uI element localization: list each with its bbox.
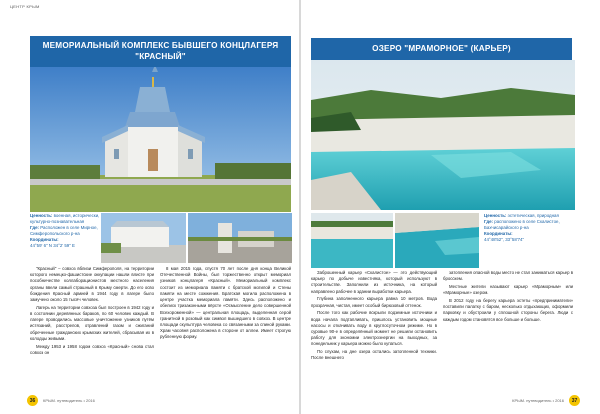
paragraph: Местные жители называют карьер «Мраморным» или «Мраморные» озером. xyxy=(443,283,573,296)
coords-label: Координаты: xyxy=(30,236,59,242)
coords-text: 44°59' 6" N 34°2' 59" E xyxy=(30,242,75,248)
article-title-lake: ОЗЕРО "МРАМОРНОЕ" (КАРЬЕР) xyxy=(311,38,572,60)
value-label: Ценность: xyxy=(484,213,507,218)
memorial-text-column-1 xyxy=(30,266,154,358)
memorial-chapel-photo xyxy=(30,67,291,212)
paragraph: Глубина заполненного карьера равна 10 метров. Вода прозрачная, чистая, имеет особый бирюзовый оттенок. xyxy=(311,296,437,308)
memorial-info-box xyxy=(30,213,100,249)
location-label: Где: xyxy=(30,224,40,230)
footer-text: КРЫМ. путеводитель • 2016 xyxy=(512,398,564,403)
marble-lake-photo xyxy=(311,60,575,210)
page-footer-left xyxy=(27,395,95,406)
paragraph: Заброшенный карьер «Скалистое» — это действующий карьер по добыче известняка, который используют в строительстве. Заполнили из источника, на который направлено рабочее в здании выработки карьера. xyxy=(311,270,437,294)
paragraph: После того как рабочие вскрыли подземные источники и вода начала подтапливать, пришлось установить мощные насосы и откачивать воду в круглосуточном режиме. Но в суровые 90-е в определённый момент не решили остановить работу для экономии электроэнергии на выходных, за понедельник у карьера можно было купаться. xyxy=(311,310,437,347)
page-number: 36 xyxy=(27,395,38,406)
memorial-thumbnail-1 xyxy=(101,213,186,263)
paragraph: "Красный" – совхоз вблизи Симферополя, на территории которого немецко-фашистские оккупации нашли влисте при пособничестве коллаборационистов местного населения органы ввели самый страшный в Крыму смерти. До его осво бождения Красный армией в 1944 году в лагере было замучено около 15 тысяч человек. xyxy=(30,266,154,303)
value-label: Ценность: xyxy=(30,213,53,218)
lake-text-column-2 xyxy=(443,270,573,324)
lake-info-box xyxy=(484,213,564,243)
location-label: Где: xyxy=(484,218,494,224)
footer-text: КРЫМ. путеводитель • 2016 xyxy=(43,398,95,403)
lake-thumbnail-2 xyxy=(395,213,479,268)
lake-text-column-1 xyxy=(311,270,437,363)
paragraph: Между 1953 и 1958 годом совхоз «Красный» снова стал совхоз он xyxy=(30,343,154,355)
coords-label: Координаты: xyxy=(484,230,513,236)
right-page xyxy=(301,0,600,414)
memorial-thumbnail-2 xyxy=(188,213,292,263)
memorial-text-column-2 xyxy=(160,266,291,342)
paragraph: В 2012 году на берегу карьера эстеты «предприниматели» поставили палатку с баром, несколько отдыхающих, оформили парковку и обустроили у сплошной стороны берега. Люди с каждым годом становятся все больше и больше. xyxy=(443,297,573,322)
paragraph: Лагерь на территории совхоза был построен в 1942 году и в состоянии деревянных бараков, по 60 человек каждый. В лагере проводились массовые уничтожение узников путём истязаний, расстрелов, отравлений газом и сжиганий обреченные гражданских крымских жителей, сбрасывая их в колодцы живыми. xyxy=(30,304,154,341)
coords-text: 44°48'52", 33°58'74" xyxy=(484,236,525,242)
section-tag: ЦЕНТР КРЫМ xyxy=(10,4,40,9)
location-text: Расположен в селе Мирное, Симферопольского р-на xyxy=(30,224,98,236)
paragraph: По слухам, на дне озера остались затопленной техники. После внешнего xyxy=(311,349,437,361)
paragraph: затопления опасной воды место не стал заниматься карьер в бросскем. xyxy=(443,270,573,282)
location-text: расположено в селе Скалистое, Бахчисарайского р-на xyxy=(484,218,560,230)
article-title-memorial: МЕМОРИАЛЬНЫЙ КОМПЛЕКС БЫВШЕГО КОНЦЛАГЕРЯ "КРАСНЫЙ" xyxy=(30,36,291,67)
left-page xyxy=(0,0,299,414)
paragraph: 8 мая 2015 года, спустя 70 лет после дня конца Великой Отечественной Войны, был торжественно открыт мемориал узников концлагеря «Красный». Мемориальный комплекс состоит из мемориала памяти с братской могилой и Стены памяти на месте сожжения. Братская могила расположена в центре участка мемориала памяти. Здесь расположено и обелиск тризаконными вёрсте «Осмысление дело совершенной Всехороменной» — центральная площадь, выделенная серой гранитной в розовый как символ вышедшего в совхоз. В центре площади скульптура человека со связанными за спиной руками. Храм часовня расположена в стороне от аллеи. Имеет строгую рубленную форму. xyxy=(160,266,291,340)
page-number: 37 xyxy=(569,395,580,406)
page-footer-right xyxy=(512,395,580,406)
lake-thumbnail-1 xyxy=(311,213,393,268)
value-text: военная, исторически, культурно-познавательная xyxy=(30,213,100,224)
value-text: эстетическая, природная xyxy=(507,213,559,218)
